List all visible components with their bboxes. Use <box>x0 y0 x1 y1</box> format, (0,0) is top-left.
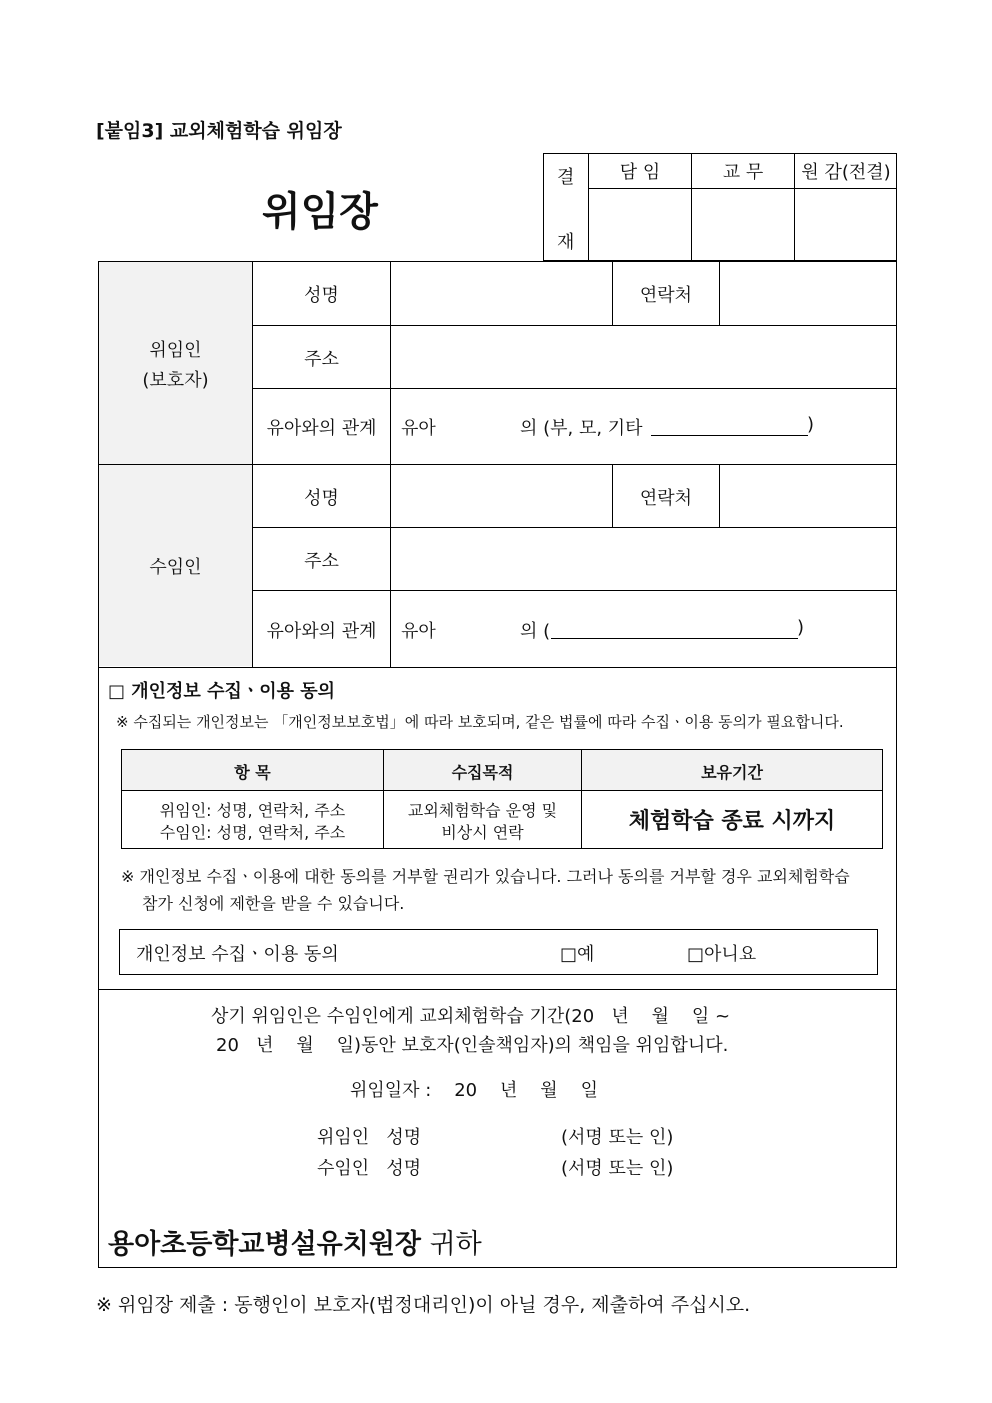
approval-col-vice-principal: 원 감(전결) <box>801 162 891 183</box>
delegatee-relation-suffix: 의 ( <box>520 621 551 642</box>
privacy-refusal-line2: 참가 신청에 제한을 받을 수 있습니다. <box>142 894 405 913</box>
delegatee-name-field[interactable] <box>392 466 611 526</box>
privacy-notice: ※ 수집되는 개인정보는 「개인정보보호법」에 따라 보호되며, 같은 법률에 따라 수집ㆍ이용 동의가 필요합니다. <box>116 713 844 731</box>
delegatee-address-field[interactable] <box>392 529 895 589</box>
consent-yes-checkbox[interactable]: □예 <box>560 944 595 965</box>
delegatee-contact-field[interactable] <box>721 466 895 526</box>
delegator-relation-prefix: 유아 <box>401 418 436 439</box>
delegator-contact-label: 연락처 <box>639 285 693 306</box>
consent-no-checkbox[interactable]: □아니요 <box>687 944 757 965</box>
footer-note: ※ 위임장 제출 : 동행인이 보호자(법정대리인)이 아닐 경우, 제출하여 주십시오. <box>96 1294 751 1316</box>
approval-label-top: 결 <box>557 167 575 188</box>
privacy-retention-value: 체험학습 종료 시까지 <box>628 809 836 834</box>
privacy-item-line1: 위임인: 성명, 연락처, 주소 <box>159 801 346 820</box>
delegator-address-label: 주소 <box>304 349 339 370</box>
delegator-label-sub: (보호자) <box>142 370 209 391</box>
delegatee-contact-label: 연락처 <box>639 488 693 509</box>
privacy-purpose-line2: 비상시 연락 <box>441 823 524 842</box>
privacy-header-retention: 보유기간 <box>701 763 763 782</box>
privacy-refusal-line1: ※ 개인정보 수집ㆍ이용에 대한 동의를 거부할 권리가 있습니다. 그러나 동의를 거부할 경우 교외체험학습 <box>121 867 850 886</box>
delegator-name-label: 성명 <box>304 285 339 306</box>
delegator-signature-label: 위임인 성명 <box>317 1127 422 1148</box>
privacy-header-item: 항 목 <box>234 763 271 782</box>
delegatee-signature-label: 수임인 성명 <box>317 1158 422 1179</box>
privacy-header-purpose: 수집목적 <box>451 763 514 782</box>
privacy-heading: □ 개인정보 수집ㆍ이용 동의 <box>108 681 336 702</box>
statement-line1: 상기 위임인은 수임인에게 교외체험학습 기간(20 년 월 일 ~ <box>211 1006 731 1027</box>
addressee-name: 용아초등학교병설유치원장 <box>108 1229 421 1260</box>
delegatee-signature-note: (서명 또는 인) <box>561 1158 674 1179</box>
consent-label: 개인정보 수집ㆍ이용 동의 <box>136 944 339 965</box>
delegatee-name-label: 성명 <box>304 488 339 509</box>
delegator-relation-other-line[interactable] <box>651 435 808 436</box>
addressee-suffix: 귀하 <box>420 1229 482 1260</box>
delegatee-relation-prefix: 유아 <box>401 621 436 642</box>
approval-col-academic: 교 무 <box>722 162 764 183</box>
approval-col-homeroom: 담 임 <box>619 162 661 183</box>
delegatee-relation-close: ) <box>797 617 805 638</box>
delegator-label: 위임인 <box>149 340 202 361</box>
delegator-relation-suffix: 의 (부, 모, 기타 <box>520 418 643 439</box>
delegator-contact-field[interactable] <box>721 263 895 324</box>
delegator-name-field[interactable] <box>392 263 611 324</box>
delegatee-relation-line[interactable] <box>551 638 798 639</box>
delegatee-relation-label: 유아와의 관계 <box>266 621 377 642</box>
statement-line2: 20 년 월 일)동안 보호자(인솔책임자)의 책임을 위임합니다. <box>216 1035 729 1056</box>
delegation-date: 위임일자 : 20 년 월 일 <box>350 1080 598 1101</box>
document-title: 위임장 <box>262 189 378 235</box>
delegator-relation-close: ) <box>807 414 815 435</box>
attachment-title: [붙임3] 교외체험학습 위임장 <box>96 120 342 142</box>
delegatee-address-label: 주소 <box>304 551 339 572</box>
delegator-relation-label: 유아와의 관계 <box>266 418 377 439</box>
addressee <box>108 1222 482 1261</box>
privacy-item-line2: 수임인: 성명, 연락처, 주소 <box>159 823 346 842</box>
delegator-signature-note: (서명 또는 인) <box>561 1127 674 1148</box>
privacy-purpose-line1: 교외체험학습 운영 및 <box>407 801 558 820</box>
approval-label-bottom: 재 <box>557 232 575 253</box>
delegatee-label: 수임인 <box>149 557 202 578</box>
delegator-address-field[interactable] <box>392 327 895 387</box>
